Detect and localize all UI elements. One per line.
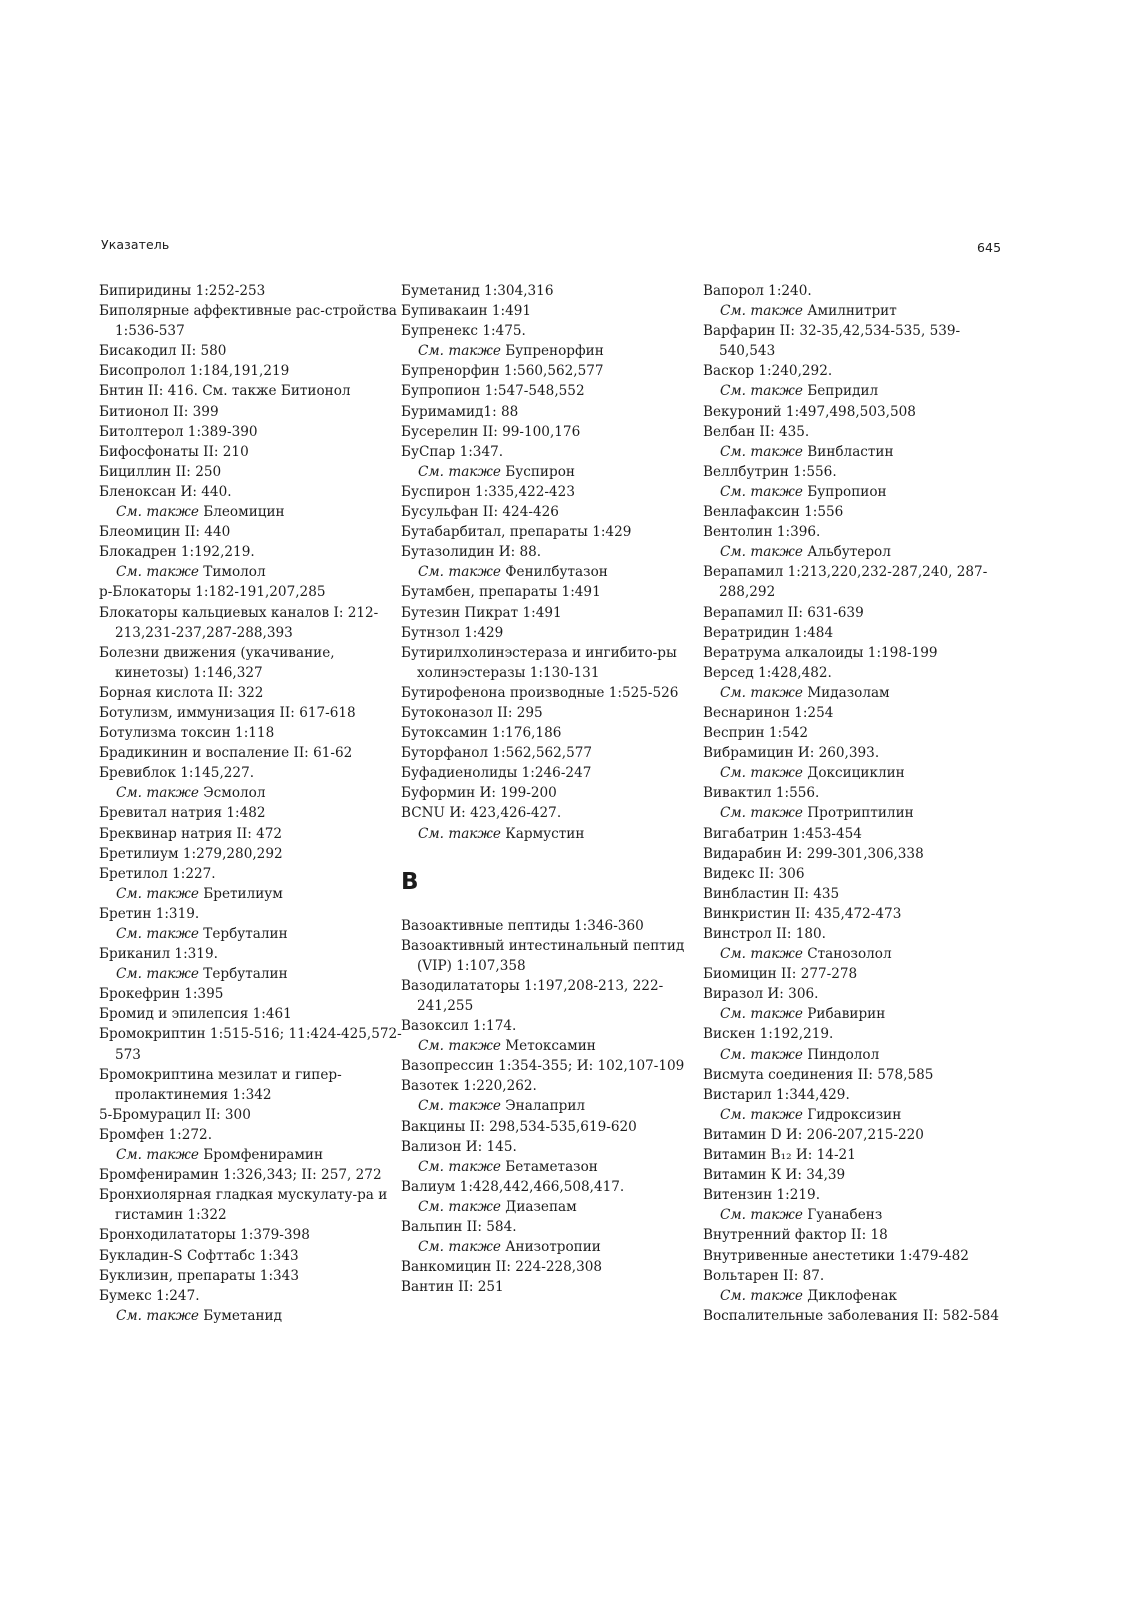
index-entry: Бифосфонаты II: 210	[99, 443, 249, 460]
index-column-1	[99, 281, 404, 1326]
see-also-prefix: См. также	[116, 926, 199, 942]
index-entry: Верапамил II: 631-639	[703, 604, 864, 621]
index-entry: Бретилол 1:227.	[99, 865, 216, 882]
see-also-reference	[401, 341, 706, 361]
see-also-reference	[703, 442, 1008, 462]
see-also-prefix: См. также	[720, 946, 803, 963]
see-also-target: Тербуталин	[203, 966, 288, 983]
index-entry: Винбластин II: 435	[703, 885, 840, 902]
index-entry: Борная кислота II: 322	[99, 684, 264, 701]
index-entry: Бумекс 1:247.	[99, 1287, 200, 1304]
index-entry: Вальпин II: 584.	[401, 1219, 517, 1236]
index-entry: Бутирофенона производные 1:525-526	[401, 684, 679, 701]
see-also-prefix: См. также	[418, 1158, 501, 1175]
see-also-target: Гидроксизин	[807, 1106, 902, 1123]
see-also-prefix: См. также	[720, 765, 803, 782]
running-head-title: Указатель	[101, 237, 170, 252]
index-entry: Бупренорфин 1:560,562,577	[401, 363, 604, 380]
see-also-target: Доксициклин	[807, 765, 905, 782]
index-entry: Бромид и эпилепсия 1:461	[99, 1006, 292, 1023]
see-also-reference	[401, 562, 706, 582]
index-entry: Вератрума алкалоиды 1:198-199	[703, 644, 938, 661]
see-also-target: Бретилиум	[203, 885, 283, 902]
see-also-reference	[401, 1096, 706, 1116]
index-entry: Бретилиум 1:279,280,292	[99, 845, 283, 862]
see-also-prefix: См. также	[418, 1198, 501, 1215]
index-entry: Версед 1:428,482.	[703, 664, 832, 681]
index-entry: Витамин В₁₂ И: 14-21	[703, 1147, 856, 1164]
index-entry: Блокадрен 1:192,219.	[99, 544, 255, 561]
index-entry: Бутоксамин 1:176,186	[401, 725, 562, 742]
index-entry: Биполярные аффективные рас-стройства 1:536-537	[99, 303, 397, 340]
index-entry: Вазоактивный интестинальный пептид (VIP) 1:107,358	[401, 937, 685, 974]
see-also-target: Анизотропии	[505, 1239, 601, 1256]
see-also-target: Бупропион	[807, 483, 887, 500]
index-entry: Велбан II: 435.	[703, 423, 810, 440]
index-entry: Внутривенные анестетики 1:479-482	[703, 1247, 969, 1264]
see-also-target: Пиндолол	[807, 1046, 880, 1063]
see-also-prefix: См. также	[116, 885, 199, 902]
index-entry: Витамин D И: 206-207,215-220	[703, 1126, 924, 1143]
see-also-reference	[99, 562, 404, 582]
see-also-reference	[703, 763, 1008, 783]
index-entry: БуСпар 1:347.	[401, 443, 504, 460]
see-also-reference	[703, 1105, 1008, 1125]
index-entry: Вибрамицин И: 260,393.	[703, 745, 880, 762]
index-entry: Вивактил 1:556.	[703, 785, 820, 802]
see-also-target: Тимолол	[203, 564, 266, 581]
index-entry: Венлафаксин 1:556	[703, 504, 844, 521]
index-entry: Бреквинар натрия II: 472	[99, 825, 283, 842]
see-also-prefix: См. также	[116, 785, 199, 802]
see-also-reference	[703, 381, 1008, 401]
see-also-target: Бепридил	[807, 383, 879, 400]
index-entry: Виразол И: 306.	[703, 986, 819, 1003]
see-also-target: Бупренорфин	[505, 343, 604, 360]
index-entry: Буфадиенолиды 1:246-247	[401, 765, 592, 782]
see-also-prefix: См. также	[720, 1006, 803, 1023]
see-also-reference	[401, 1237, 706, 1257]
index-entry: Бупропион 1:547-548,552	[401, 383, 585, 400]
index-entry: Ботулизм, иммунизация II: 617-618	[99, 704, 356, 721]
index-entry: Бутазолидин И: 88.	[401, 544, 542, 561]
index-entry: Букладин-S Софттабс 1:343	[99, 1247, 299, 1264]
index-entry: Буклизин, препараты 1:343	[99, 1267, 299, 1284]
see-also-reference	[401, 462, 706, 482]
see-also-prefix: См. также	[418, 825, 501, 842]
index-entry: Бупренекс 1:475.	[401, 323, 526, 340]
see-also-prefix: См. также	[116, 1147, 199, 1164]
index-entry: Буторфанол 1:562,562,577	[401, 745, 593, 762]
index-entry: Воспалительные заболевания II: 582-584	[703, 1307, 999, 1324]
index-entry: Бициллин II: 250	[99, 463, 222, 480]
index-entry: Вискен 1:192,219.	[703, 1026, 834, 1043]
index-entry: Болезни движения (укачивание, кинетозы) 1:146,327	[99, 644, 335, 681]
index-entry: Брадикинин и воспаление II: 61-62	[99, 745, 353, 762]
index-entry: Брокефрин 1:395	[99, 986, 224, 1003]
index-entry: Бриканил 1:319.	[99, 946, 218, 963]
index-entry: Бутезин Пикрат 1:491	[401, 604, 562, 621]
see-also-prefix: См. также	[116, 504, 199, 521]
see-also-reference	[703, 803, 1008, 823]
index-entry: Блокаторы кальциевых каналов I: 212-213,231-237,287-288,393	[99, 604, 379, 641]
index-entry: Видарабин И: 299-301,306,338	[703, 845, 924, 862]
section-letter-heading: В	[401, 868, 419, 895]
index-entry: Винкристин II: 435,472-473	[703, 905, 902, 922]
index-entry: Бромфен 1:272.	[99, 1126, 213, 1143]
see-also-target: Буспирон	[505, 463, 575, 480]
index-entry: Бусульфан II: 424-426	[401, 504, 559, 521]
index-entry: Биомицин II: 277-278	[703, 966, 858, 983]
index-entry: Бутоконазол II: 295	[401, 704, 543, 721]
see-also-prefix: См. также	[720, 443, 803, 460]
see-also-prefix: См. также	[720, 303, 803, 320]
see-also-prefix: См. также	[116, 564, 199, 581]
see-also-reference	[401, 824, 706, 844]
index-entry: Видекс II: 306	[703, 865, 805, 882]
see-also-target: Эсмолол	[203, 785, 266, 802]
see-also-target: Диазепам	[505, 1198, 577, 1215]
see-also-target: Диклофенак	[807, 1287, 898, 1304]
index-entry: Витамин К И: 34,39	[703, 1167, 846, 1184]
see-also-target: Блеомицин	[203, 504, 285, 521]
index-entry: Буметанид 1:304,316	[401, 283, 554, 299]
index-entry: 5-Бромурацил II: 300	[99, 1106, 251, 1123]
see-also-reference	[401, 1197, 706, 1217]
see-also-reference	[99, 924, 404, 944]
see-also-prefix: См. также	[418, 1038, 501, 1055]
see-also-target: Альбутерол	[807, 544, 891, 561]
index-entry: Бромокриптин 1:515-516; 11:424-425,572-573	[99, 1026, 402, 1063]
index-entry: Вазоактивные пептиды 1:346-360	[401, 917, 644, 934]
index-entry: Бутамбен, препараты 1:491	[401, 584, 601, 601]
index-entry: Бромокриптина мезилат и гипер-пролактинемия 1:342	[99, 1066, 342, 1103]
index-entry: Бутабарбитал, препараты 1:429	[401, 524, 632, 541]
see-also-prefix: См. также	[116, 966, 199, 983]
index-entry: Вализон И: 145.	[401, 1138, 517, 1155]
index-entry: Битионол II: 399	[99, 403, 219, 420]
see-also-target: Рибавирин	[807, 1006, 886, 1023]
see-also-reference	[703, 542, 1008, 562]
index-entry: Веснаринон 1:254	[703, 704, 834, 721]
index-entry: Бнтин II: 416. См. также Битионол	[99, 383, 351, 400]
index-entry: Бупивакаин 1:491	[401, 303, 532, 320]
see-also-prefix: См. также	[720, 684, 803, 701]
see-also-prefix: См. также	[116, 1307, 199, 1324]
index-entry: Битолтерол 1:389-390	[99, 423, 258, 440]
index-entry: Бревитал натрия 1:482	[99, 805, 266, 822]
see-also-target: Буметанид	[203, 1307, 282, 1324]
index-column-3	[703, 281, 1008, 1326]
see-also-prefix: См. также	[720, 383, 803, 400]
index-entry: Вератридин 1:484	[703, 624, 834, 641]
see-also-target: Бромфенирамин	[203, 1147, 324, 1164]
see-also-prefix: См. также	[418, 1098, 501, 1115]
index-entry: Бисопролол 1:184,191,219	[99, 363, 290, 380]
index-entry: Висмута соединения II: 578,585	[703, 1066, 934, 1083]
see-also-reference	[401, 1036, 706, 1056]
see-also-prefix: См. также	[418, 343, 501, 360]
see-also-prefix: См. также	[418, 564, 501, 581]
see-also-reference	[703, 1045, 1008, 1065]
index-entry: Вазодилататоры 1:197,208-213, 222-241,255	[401, 977, 664, 1014]
index-column-2	[401, 281, 706, 1297]
index-entry: Весприн 1:542	[703, 725, 809, 742]
see-also-prefix: См. также	[720, 1287, 803, 1304]
see-also-target: Винбластин	[807, 443, 894, 460]
see-also-prefix: См. также	[720, 1106, 803, 1123]
see-also-prefix: См. также	[418, 463, 501, 480]
index-entry: Бленоксан И: 440.	[99, 483, 232, 500]
index-entry: Вапорол 1:240.	[703, 283, 812, 299]
index-entry: Внутренний фактор II: 18	[703, 1227, 888, 1244]
see-also-reference	[99, 502, 404, 522]
see-also-target: Гуанабенз	[807, 1207, 883, 1224]
index-entry: Бронхиолярная гладкая мускулату-ра и гистамин 1:322	[99, 1187, 388, 1224]
see-also-target: Протриптилин	[807, 805, 914, 822]
see-also-target: Бетаметазон	[505, 1158, 598, 1175]
see-also-reference	[99, 964, 404, 984]
index-entry: Буспирон 1:335,422-423	[401, 483, 575, 500]
index-entry: Ванкомицин II: 224-228,308	[401, 1259, 603, 1276]
see-also-prefix: См. также	[720, 1046, 803, 1063]
index-entry: Бипиридины 1:252-253	[99, 283, 266, 299]
see-also-target: Мидазолам	[807, 684, 890, 701]
index-entry: Бромфенирамин 1:326,343; II: 257, 272	[99, 1167, 382, 1184]
index-entry: Варфарин II: 32-35,42,534-535, 539-540,543	[703, 323, 961, 360]
see-also-reference	[99, 1145, 404, 1165]
index-entry: Вакцины II: 298,534-535,619-620	[401, 1118, 637, 1135]
index-entry: Вольтарен II: 87.	[703, 1267, 825, 1284]
index-entry: Вистарил 1:344,429.	[703, 1086, 850, 1103]
see-also-target: Эналаприл	[505, 1098, 586, 1115]
index-entry: BCNU И: 423,426-427.	[401, 805, 562, 822]
see-also-reference	[99, 783, 404, 803]
see-also-target: Станозолол	[807, 946, 892, 963]
see-also-reference	[703, 482, 1008, 502]
see-also-reference	[99, 1306, 404, 1326]
see-also-prefix: См. также	[720, 544, 803, 561]
index-entry: Вазотек 1:220,262.	[401, 1078, 537, 1095]
index-entry: Вигабатрин 1:453-454	[703, 825, 862, 842]
see-also-reference	[703, 1286, 1008, 1306]
see-also-reference	[703, 683, 1008, 703]
index-entry: Векуроний 1:497,498,503,508	[703, 403, 916, 420]
page-number: 645	[977, 240, 1002, 255]
see-also-reference	[703, 1004, 1008, 1024]
index-entry: Ботулизма токсин 1:118	[99, 725, 275, 742]
index-entry: Бретин 1:319.	[99, 905, 200, 922]
index-entry: Витензин 1:219.	[703, 1187, 821, 1204]
index-entry: Вентолин 1:396.	[703, 524, 821, 541]
see-also-reference	[703, 301, 1008, 321]
index-entry: Буримамид1: 88	[401, 403, 519, 420]
index-entry: р-Блокаторы 1:182-191,207,285	[99, 584, 326, 601]
see-also-reference	[401, 1157, 706, 1177]
see-also-prefix: См. также	[720, 1207, 803, 1224]
see-also-target: Тербуталин	[203, 926, 288, 942]
see-also-prefix: См. также	[720, 805, 803, 822]
see-also-target: Кармустин	[505, 825, 585, 842]
index-entry: Веллбутрин 1:556.	[703, 463, 837, 480]
index-entry: Винстрол II: 180.	[703, 926, 826, 942]
see-also-target: Амилнитрит	[807, 303, 897, 320]
index-entry: Вазопрессин 1:354-355; И: 102,107-109	[401, 1058, 685, 1075]
index-entry: Васкор 1:240,292.	[703, 363, 833, 380]
index-entry: Блеомицин II: 440	[99, 524, 231, 541]
see-also-reference	[99, 884, 404, 904]
index-entry: Вантин II: 251	[401, 1279, 504, 1296]
index-entry: Бревиблок 1:145,227.	[99, 765, 255, 782]
index-entry: Верапамил 1:213,220,232-287,240, 287-288,292	[703, 564, 988, 601]
index-entry: Бисакодил II: 580	[99, 343, 227, 360]
see-also-reference	[703, 944, 1008, 964]
index-entry: Буформин И: 199-200	[401, 785, 557, 802]
index-entry: Бусерелин II: 99-100,176	[401, 423, 581, 440]
see-also-reference	[703, 1205, 1008, 1225]
see-also-prefix: См. также	[720, 483, 803, 500]
see-also-target: Метоксамин	[505, 1038, 596, 1055]
index-entry: Бутнзол 1:429	[401, 624, 504, 641]
index-entry: Валиум 1:428,442,466,508,417.	[401, 1178, 625, 1195]
see-also-prefix: См. также	[418, 1239, 501, 1256]
index-entry: Бутирилхолинэстераза и ингибито-ры холинэстеразы 1:130-131	[401, 644, 677, 681]
see-also-target: Фенилбутазон	[505, 564, 608, 581]
index-entry: Вазоксил 1:174.	[401, 1018, 517, 1035]
index-entry: Бронходилататоры 1:379-398	[99, 1227, 310, 1244]
